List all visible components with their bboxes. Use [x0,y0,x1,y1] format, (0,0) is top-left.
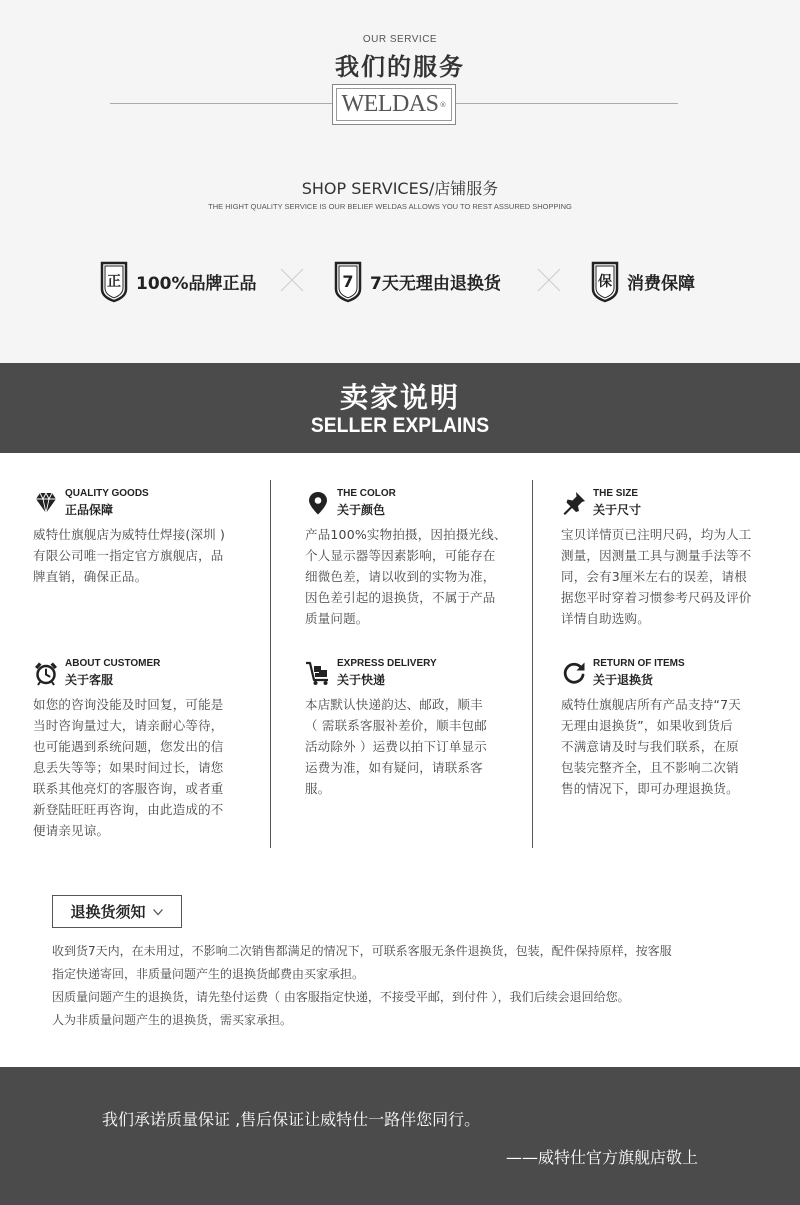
explain-line: 细微色差，请以收到的实物为准， [305,569,496,584]
seller-explains-banner [0,363,800,453]
shield-icon [100,259,128,303]
return-notice-tab[interactable] [52,895,182,928]
delivery-cart-icon [305,660,331,686]
column-divider [270,480,271,848]
explain-line: 本店默认快递韵达、邮政，顺丰 [305,697,483,712]
explain-title-cn: 关于退换货 [593,673,654,687]
guarantee-label: 消费保障 [627,273,695,294]
shop-services-subtitle: THE HIGHT QUALITY SERVICE IS OUR BELIEF WELDAS ALLOWS YOU TO REST ASSURED SHOPPING [208,202,572,211]
explain-line: 如您的咨询没能及时回复，可能是 [33,697,224,712]
explain-title-en: EXPRESS DELIVERY [337,658,437,669]
explain-line: 威特仕旗舰店为威特仕焊接(深圳 ) [33,527,226,542]
explain-line: 据您平时穿着习惯参考尺码及评价 [561,590,752,605]
explain-title-cn: 关于客服 [65,673,114,687]
guarantee-label: 7天无理由退换货 [370,273,501,294]
notice-line: 人为非质量问题产生的退换货，需买家承担。 [52,1013,293,1027]
banner-title-en: SELLER EXPLAINS [310,414,490,437]
explain-title-cn: 关于快递 [337,673,386,687]
shield-icon [591,259,619,303]
explain-quality-goods [33,488,245,587]
return-notice-text [52,940,762,1032]
explain-header [33,658,245,692]
explain-line: 售的情况下，即可办理退换货。 [561,781,739,796]
explain-line: （ 需联系客服补差价，顺丰包邮 [305,718,487,733]
brand-divider-right [456,103,678,104]
explain-title-cn: 关于颜色 [337,503,386,517]
push-pin-icon [561,490,587,516]
explain-header [561,488,771,522]
shield-badge-text: 保 [598,274,612,290]
service-section [0,0,800,363]
explain-body [561,524,771,629]
explain-the-color [305,488,515,629]
explain-body [561,694,771,799]
explain-header [305,658,515,692]
explain-line: 息丢失等等；如果时间过长，请您 [33,760,224,775]
explain-header [561,658,771,692]
explain-body [305,524,515,629]
explain-line: 包装完整齐全，且不影响二次销 [561,760,739,775]
separator-x-icon [537,268,561,292]
explain-line: 有限公司唯一指定官方旗舰店，品 [33,548,224,563]
notice-line: 收到货7天内，在未用过，不影响二次销售都满足的情况下，可联系客服无条件退换货，包装，配件保持原样，按客服 [52,944,672,958]
explain-line: 无理由退换货”，如果收到货后 [561,718,733,733]
guarantee-label: 100%品牌正品 [136,273,257,294]
explain-line: 因色差引起的退换货，不属于产品 [305,590,496,605]
explain-line: 测量，因测量工具与测量手法等不 [561,548,752,563]
promise-footer [0,1067,800,1205]
refresh-icon [561,660,587,686]
explain-line: 新登陆旺旺再咨询，由此造成的不 [33,802,224,817]
brand-divider-left [110,103,332,104]
explain-header [305,488,515,522]
footer-signature: ——威特仕官方旗舰店敬上 [505,1148,698,1167]
explain-title-cn: 正品保障 [65,503,114,517]
brand-logo [332,84,456,125]
alarm-clock-icon [33,660,59,686]
explain-line: 质量问题。 [305,611,369,626]
shield-icon [334,259,362,303]
column-divider [532,480,533,848]
explain-title-en: ABOUT CUSTOMER [65,658,161,669]
guarantee-7day-return [334,258,501,304]
notice-line: 因质量问题产生的退换货，请先垫付运费（ 由客服指定快递，不接受平邮，到付件 ），我们后续会退回给您。 [52,990,630,1004]
explain-line: 威特仕旗舰店所有产品支持“7天 [561,697,741,712]
explain-line: 产品100%实物拍摄，因拍摄光线、 [305,527,507,542]
explain-line: 宝贝详情页已注明尺码，均为人工 [561,527,752,542]
shop-services-title: SHOP SERVICES/店铺服务 [301,179,499,198]
explain-line: 运费为准，如有疑问，请联系客 [305,760,483,775]
explain-line: 不满意请及时与我们联系，在原 [561,739,739,754]
footer-promise: 我们承诺质量保证 ,售后保证让威特仕一路伴您同行。 [102,1110,481,1129]
shield-badge-text: 7 [342,272,354,291]
explain-body [33,694,245,841]
explain-line: 牌直销，确保正品。 [33,569,148,584]
explain-line: 详情自助选购。 [561,611,650,626]
explain-body [305,694,515,799]
notice-line: 指定快递寄回，非质量问题产生的退换货邮费由买家承担。 [52,967,365,981]
explain-express-delivery [305,658,515,799]
explain-line: 便请亲见谅。 [33,823,110,838]
brand-registered-mark: ® [439,100,447,109]
chevron-down-icon [152,907,164,917]
guarantee-genuine [100,258,257,304]
explain-title-en: THE COLOR [337,488,396,499]
explain-title-en: RETURN OF ITEMS [593,658,685,669]
explain-title-en: THE SIZE [593,488,639,499]
explain-title-cn: 关于尺寸 [593,503,642,517]
explain-header [33,488,245,522]
shield-badge-text: 正 [107,274,121,290]
banner-title-cn: 卖家说明 [339,381,460,414]
explain-line: 当时咨询量过大，请亲耐心等待， [33,718,224,733]
return-notice-label: 退换货须知 [70,903,146,921]
brand-logo-frame [336,88,452,121]
explain-line: 服。 [305,781,331,796]
location-pin-icon [305,490,331,516]
explain-line: 也可能遇到系统问题，您发出的信 [33,739,224,754]
diamond-icon [33,490,59,516]
explain-return-of-items [561,658,771,799]
page-title: 我们的服务 [335,53,465,81]
explain-title-en: QUALITY GOODS [65,488,149,499]
guarantee-consumer-protection [591,258,695,304]
explain-line: 同，会有3厘米左右的误差，请根 [561,569,747,584]
explain-line: 联系其他亮灯的客服咨询，或者重 [33,781,224,796]
separator-x-icon [280,268,304,292]
explain-the-size [561,488,771,629]
our-service-caption: OUR SERVICE [362,34,438,45]
brand-logo-text: WELDAS [341,91,439,117]
explain-line: 个人显示器等因素影响，可能存在 [305,548,496,563]
explain-about-customer [33,658,245,841]
explain-body [33,524,245,587]
explain-line: 活动除外 ）运费以拍下订单显示 [305,739,487,754]
